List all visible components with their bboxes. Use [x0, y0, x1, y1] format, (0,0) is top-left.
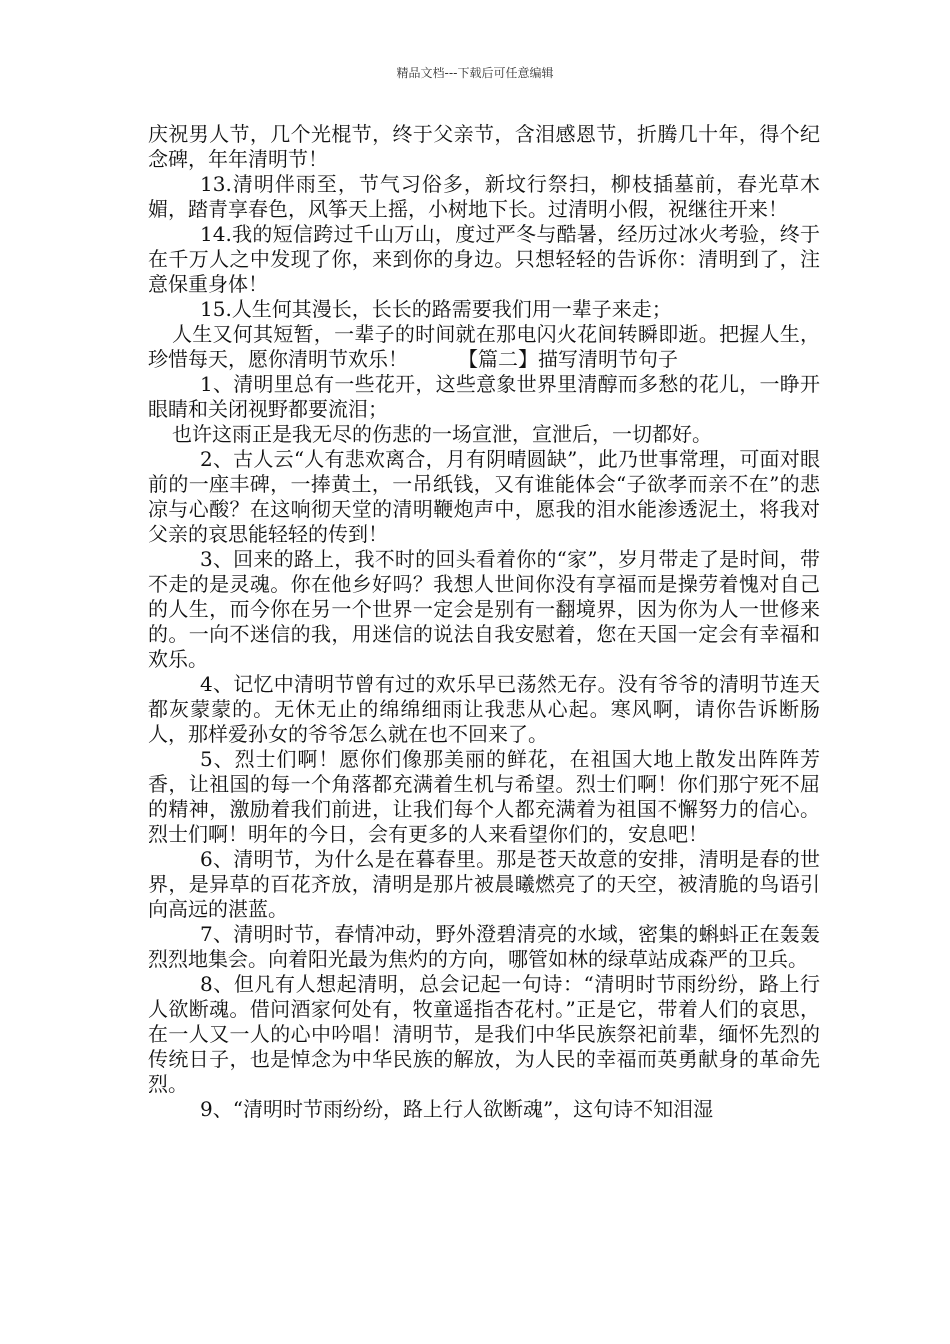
paragraph: 7、清明时节，春情冲动，野外澄碧清亮的水域，密集的蝌蚪正在轰轰烈烈地集会。向着阳光最为焦灼的方向，哪管如林的绿草站成森严的卫兵。 — [148, 922, 820, 971]
paragraph: 5、烈士们啊！愿你们像那美丽的鲜花，在祖国大地上散发出阵阵芳香，让祖国的每一个角落都充满着生机与希望。烈士们啊！你们那宁死不屈的精神，激励着我们前进，让我们每个人都充满着为祖国不懈努力的信心。烈士们啊！明年的今日，会有更多的人来看望你们的，安息吧！ — [148, 747, 820, 846]
paragraph: 15.人生何其漫长，长长的路需要我们用一辈子来走； — [200, 297, 672, 321]
paragraph: 人生又何其短暂，一辈子的时间就在那电闪火花间转瞬即逝。把握人生，珍惜每天，愿你清明节欢乐！ 【篇二】描写清明节句子 — [148, 322, 820, 371]
document-body — [148, 122, 820, 1122]
paragraph: 庆祝男人节，几个光棍节，终于父亲节，含泪感恩节，折腾几十年，得个纪念碑，年年清明节！ — [148, 122, 820, 171]
paragraph: 3、回来的路上，我不时的回头看着你的“家”，岁月带走了是时间，带不走的是灵魂。你在他乡好吗？我想人世间你没有享福而是操劳着愧对自己的人生，而今你在另一个世界一定会是别有一翻境界，因为你为人一世修来的。一向不迷信的我，用迷信的说法自我安慰着，您在天国一定会有幸福和欢乐。 — [148, 547, 820, 671]
paragraph: 2、古人云“人有悲欢离合，月有阴晴圆缺”，此乃世事常理，可面对眼前的一座丰碑，一捧黄土，一吊纸钱，又有谁能体会“子欲孝而亲不在”的悲凉与心酸？在这响彻天堂的清明鞭炮声中，愿我的泪水能渗透泥土，将我对父亲的哀思能轻轻的传到！ — [148, 447, 820, 546]
paragraph: 也许这雨正是我无尽的伤悲的一场宣泄，宣泄后，一切都好。 — [172, 422, 712, 446]
paragraph: 14.我的短信跨过千山万山，度过严冬与酷暑，经历过冰火考验，终于在千万人之中发现了你，来到你的身边。只想轻轻的告诉你：清明到了，注意保重身体！ — [148, 222, 820, 296]
paragraph: 4、记忆中清明节曾有过的欢乐早已荡然无存。没有爷爷的清明节连天都灰蒙蒙的。无休无止的绵绵细雨让我悲从心起。寒风啊，请你告诉断肠人，那样爱孙女的爷爷怎么就在也不回来了。 — [148, 672, 820, 746]
paragraph: 6、清明节，为什么是在暮春里。那是苍天故意的安排，清明是春的世界，是异草的百花齐放，清明是那片被晨曦燃亮了的天空，被清脆的鸟语引向高远的湛蓝。 — [148, 847, 820, 921]
paragraph: 9、“清明时节雨纷纷，路上行人欲断魂”，这句诗不知泪湿 — [200, 1097, 714, 1121]
page-header: 精品文档---下载后可任意编辑 — [396, 66, 554, 80]
paragraph: 13.清明伴雨至，节气习俗多，新坟行祭扫，柳枝插墓前，春光草木媚，踏青享春色，风筝天上摇，小树地下长。过清明小假，祝继往开来！ — [148, 172, 820, 221]
paragraph: 1、清明里总有一些花开，这些意象世界里清醇而多愁的花儿，一睁开眼睛和关闭视野都要流泪； — [148, 372, 820, 421]
paragraph: 8、但凡有人想起清明，总会记起一句诗：“清明时节雨纷纷，路上行人欲断魂。借问酒家何处有，牧童遥指杏花村。”正是它，带着人们的哀思，在一人又一人的心中吟唱！清明节，是我们中华民族祭祀前辈，缅怀先烈的传统日子，也是悼念为中华民族的解放，为人民的幸福而英勇献身的革命先烈。 — [148, 972, 820, 1096]
